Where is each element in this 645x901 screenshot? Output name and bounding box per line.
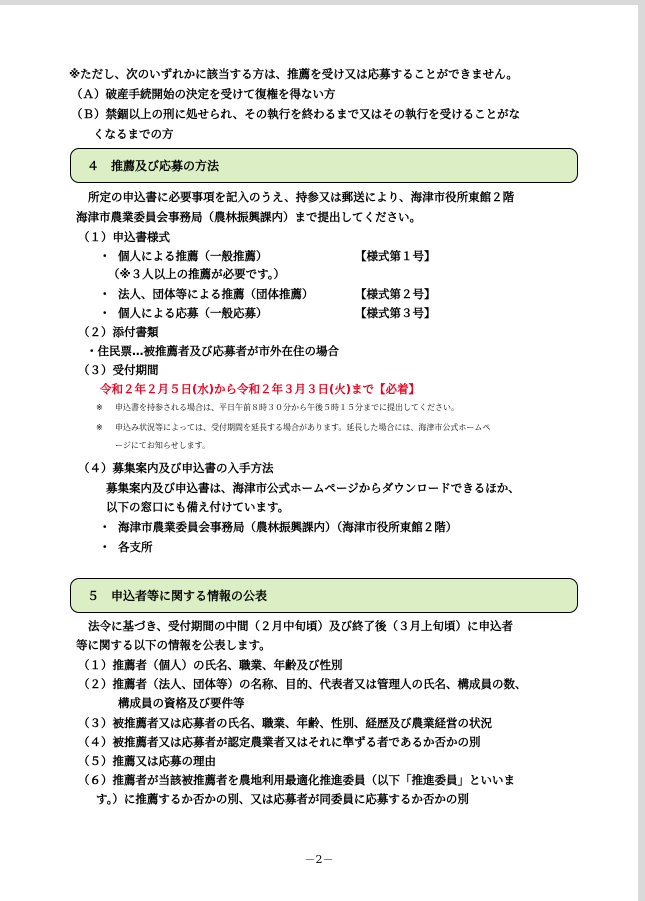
office-item-1: 海津市農業委員会事務局（農林振興課内）（海津市役所東館２階） <box>118 520 458 534</box>
reception-note-2-cont: ージにてお知らせします。 <box>115 441 210 450</box>
bullet-mark: ・ <box>99 520 111 534</box>
bullet-mark: ・ <box>99 306 111 320</box>
section-4-banner <box>70 148 578 183</box>
note-mark: ※ <box>96 423 103 432</box>
subsection-attachments: （２）添付書類 <box>78 325 159 339</box>
subsection-reception-period: （３）受付期間 <box>78 363 159 377</box>
obtain-paragraph-1: 募集案内及び申込書は、海津市公式ホームページからダウンロードできるほか、 <box>106 481 520 495</box>
form-row-3-code: 【様式第３号】 <box>355 306 436 320</box>
ineligibility-item-b: （Ｂ）禁錮以上の刑に処せられ、その執行を終わるまで又はその執行を受けることがな <box>71 107 521 121</box>
form-row-1-code: 【様式第１号】 <box>355 249 436 263</box>
disclosure-item-2-cont: 構成員の資格及び要件等 <box>118 696 245 710</box>
reception-note-2: 申込み状況等によっては、受付期間を延長する場合があります。延長した場合には、海津市公式ホームペ <box>115 423 491 432</box>
form-row-1-note: （※３人以上の推薦が必要です。） <box>108 267 286 281</box>
disclosure-item-1: （１）推薦者（個人）の氏名、職業、年齢及び性別 <box>78 658 343 672</box>
disclosure-item-2: （２）推薦者（法人、団体等）の名称、目的、代表者又は管理人の氏名、構成員の数、 <box>78 677 527 691</box>
section-5-paragraph-1: 法令に基づき、受付期間の中間（２月中旬頃）及び終了後（３月上旬頃）に申込者 <box>88 619 514 633</box>
note-mark: ※ <box>96 403 103 412</box>
ineligibility-item-b-cont: くなるまでの方 <box>93 127 174 141</box>
disclosure-item-4: （４）被推薦者又は応募者が認定農業者又はそれに準ずる者であるか否かの別 <box>78 735 481 749</box>
section-5-heading: ５ 申込者等に関する情報の公表 <box>87 589 268 603</box>
disclosure-item-6-cont: す。）に推薦するか否かの別、又は応募者が同委員に応募するか否かの別 <box>96 792 469 806</box>
section-5-paragraph-2: 等に関する以下の情報を公表します。 <box>76 638 271 652</box>
ineligibility-item-a: （Ａ）破産手続開始の決定を受けて復権を得ない方 <box>71 87 336 101</box>
bullet-mark: ・ <box>99 249 111 263</box>
section-4-paragraph-1: 所定の申込書に必要事項を記入のうえ、持参又は郵送により、海津市役所東館２階 <box>88 190 515 204</box>
subsection-application-forms: （１）申込書様式 <box>78 230 170 244</box>
form-row-3-label: 個人による応募（一般応募） <box>118 306 268 320</box>
bullet-mark: ・ <box>99 287 111 301</box>
disclosure-item-6: （６）推薦者が当該被推薦者を農地利用最適化推進委員（以下「推進委員」といいま <box>78 773 515 787</box>
reception-note-1: 申込書を持参される場合は、平日午前８時３０分から午後５時１５分までに提出してください。 <box>115 403 459 412</box>
form-row-2-code: 【様式第２号】 <box>355 287 436 301</box>
disclosure-item-5: （５）推薦又は応募の理由 <box>78 754 216 768</box>
bullet-mark: ・ <box>99 540 111 554</box>
obtain-paragraph-2: 以下の窓口にも備え付けています。 <box>106 500 290 514</box>
ineligibility-note: ※ただし、次のいずれかに該当する方は、推薦を受け又は応募することができません。 <box>69 67 518 81</box>
reception-period-dates: 令和２年２月５日(水)から令和２年３月３日(火)まで【必着】 <box>100 382 421 396</box>
page-number: －2－ <box>304 853 334 866</box>
section-4-heading: ４ 推薦及び応募の方法 <box>87 159 220 173</box>
section-5-banner <box>70 578 578 613</box>
window-frame-right <box>638 0 645 901</box>
form-row-1-label: 個人による推薦（一般推薦） <box>118 249 268 263</box>
subsection-how-to-obtain: （４）募集案内及び申込書の入手方法 <box>78 461 274 475</box>
form-row-2-label: 法人、団体等による推薦（団体推薦） <box>118 287 314 301</box>
attachment-item: ・住民票…被推薦者及び応募者が市外在住の場合 <box>86 344 339 358</box>
section-4-paragraph-2: 海津市農業委員会事務局（農林振興課内）まで提出してください。 <box>76 210 421 224</box>
disclosure-item-3: （３）被推薦者又は応募者の氏名、職業、年齢、性別、経歴及び農業経営の状況 <box>78 716 492 730</box>
office-item-2: 各支所 <box>118 540 153 554</box>
